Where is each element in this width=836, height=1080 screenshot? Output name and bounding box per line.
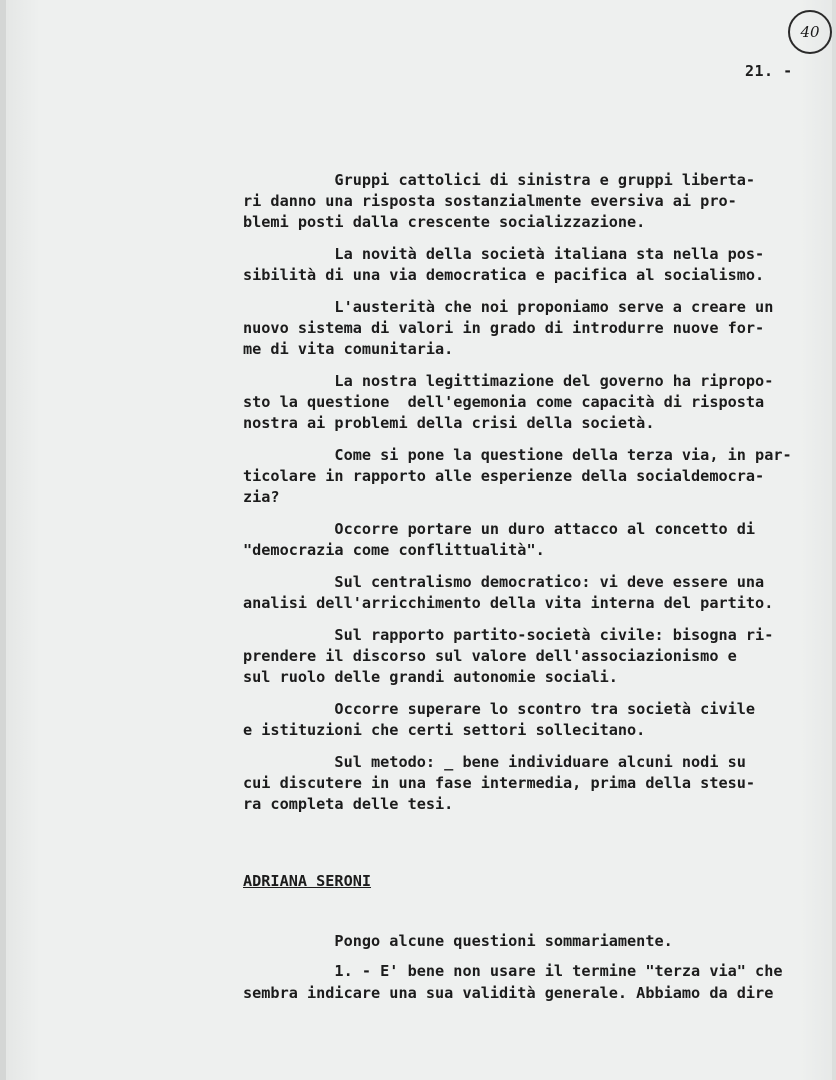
scan-edge-left — [0, 0, 6, 1080]
text-line: cui discutere in una fase intermedia, prima della stesu- — [243, 774, 756, 792]
paragraph — [243, 297, 823, 360]
text-line: Come si pone la questione della terza via, in par- — [243, 446, 792, 464]
scan-edge-right — [832, 0, 836, 1080]
paragraph — [243, 519, 823, 561]
text-line: analisi dell'arricchimento della vita interna del partito. — [243, 594, 774, 612]
paragraph — [243, 371, 823, 434]
text-line: sembra indicare una sua validità generale. Abbiamo da dire — [243, 984, 774, 1002]
body-text — [243, 170, 823, 815]
speaker-name: ADRIANA SERONI — [243, 872, 372, 890]
text-line: L'austerità che noi proponiamo serve a creare un — [243, 298, 774, 316]
paragraph — [243, 625, 823, 688]
text-line: prendere il discorso sul valore dell'associazionismo e — [243, 647, 737, 665]
text-line: Occorre superare lo scontro tra società civile — [243, 700, 756, 718]
text-line: Sul centralismo democratico: vi deve essere una — [243, 573, 765, 591]
paragraph — [243, 699, 823, 741]
text-line: me di vita comunitaria. — [243, 340, 454, 358]
paragraph — [243, 244, 823, 286]
text-line: sto la questione dell'egemonia come capacità di risposta — [243, 393, 765, 411]
text-line: La nostra legittimazione del governo ha ripropo- — [243, 372, 774, 390]
text-line: 1. - E' bene non usare il termine "terza via" che — [243, 962, 783, 980]
text-line: nostra ai problemi della crisi della società. — [243, 414, 655, 432]
text-line: Sul rapporto partito-società civile: bisogna ri- — [243, 626, 774, 644]
text-line: nuovo sistema di valori in grado di introdurre nuove for- — [243, 319, 765, 337]
text-line: Sul metodo: _ bene individuare alcuni nodi su — [243, 753, 746, 771]
paragraph — [243, 752, 823, 815]
text-line: Occorre portare un duro attacco al concetto di — [243, 520, 756, 538]
text-line: sibilità di una via democratica e pacifica al socialismo. — [243, 266, 765, 284]
text-line: La novità della società italiana sta nella pos- — [243, 245, 765, 263]
text-line: Gruppi cattolici di sinistra e gruppi liberta- — [243, 171, 756, 189]
page-number: 21. - — [745, 62, 793, 80]
text-line: e istituzioni che certi settori sollecitano. — [243, 721, 646, 739]
paragraph — [243, 572, 823, 614]
speech-text — [243, 930, 823, 1004]
text-line: ticolare in rapporto alle esperienze della socialdemocra- — [243, 467, 765, 485]
text-line: blemi posti dalla crescente socializzazione. — [243, 213, 646, 231]
text-line: "democrazia come conflittualità". — [243, 541, 545, 559]
text-line: zia? — [243, 488, 280, 506]
handwritten-folio-number: 40 — [788, 10, 832, 54]
text-line: Pongo alcune questioni sommariamente. — [243, 932, 673, 950]
text-line: ri danno una risposta sostanzialmente eversiva ai pro- — [243, 192, 737, 210]
paragraph — [243, 445, 823, 508]
paragraph — [243, 170, 823, 233]
text-line: ra completa delle tesi. — [243, 795, 454, 813]
text-line: sul ruolo delle grandi autonomie sociali. — [243, 668, 618, 686]
